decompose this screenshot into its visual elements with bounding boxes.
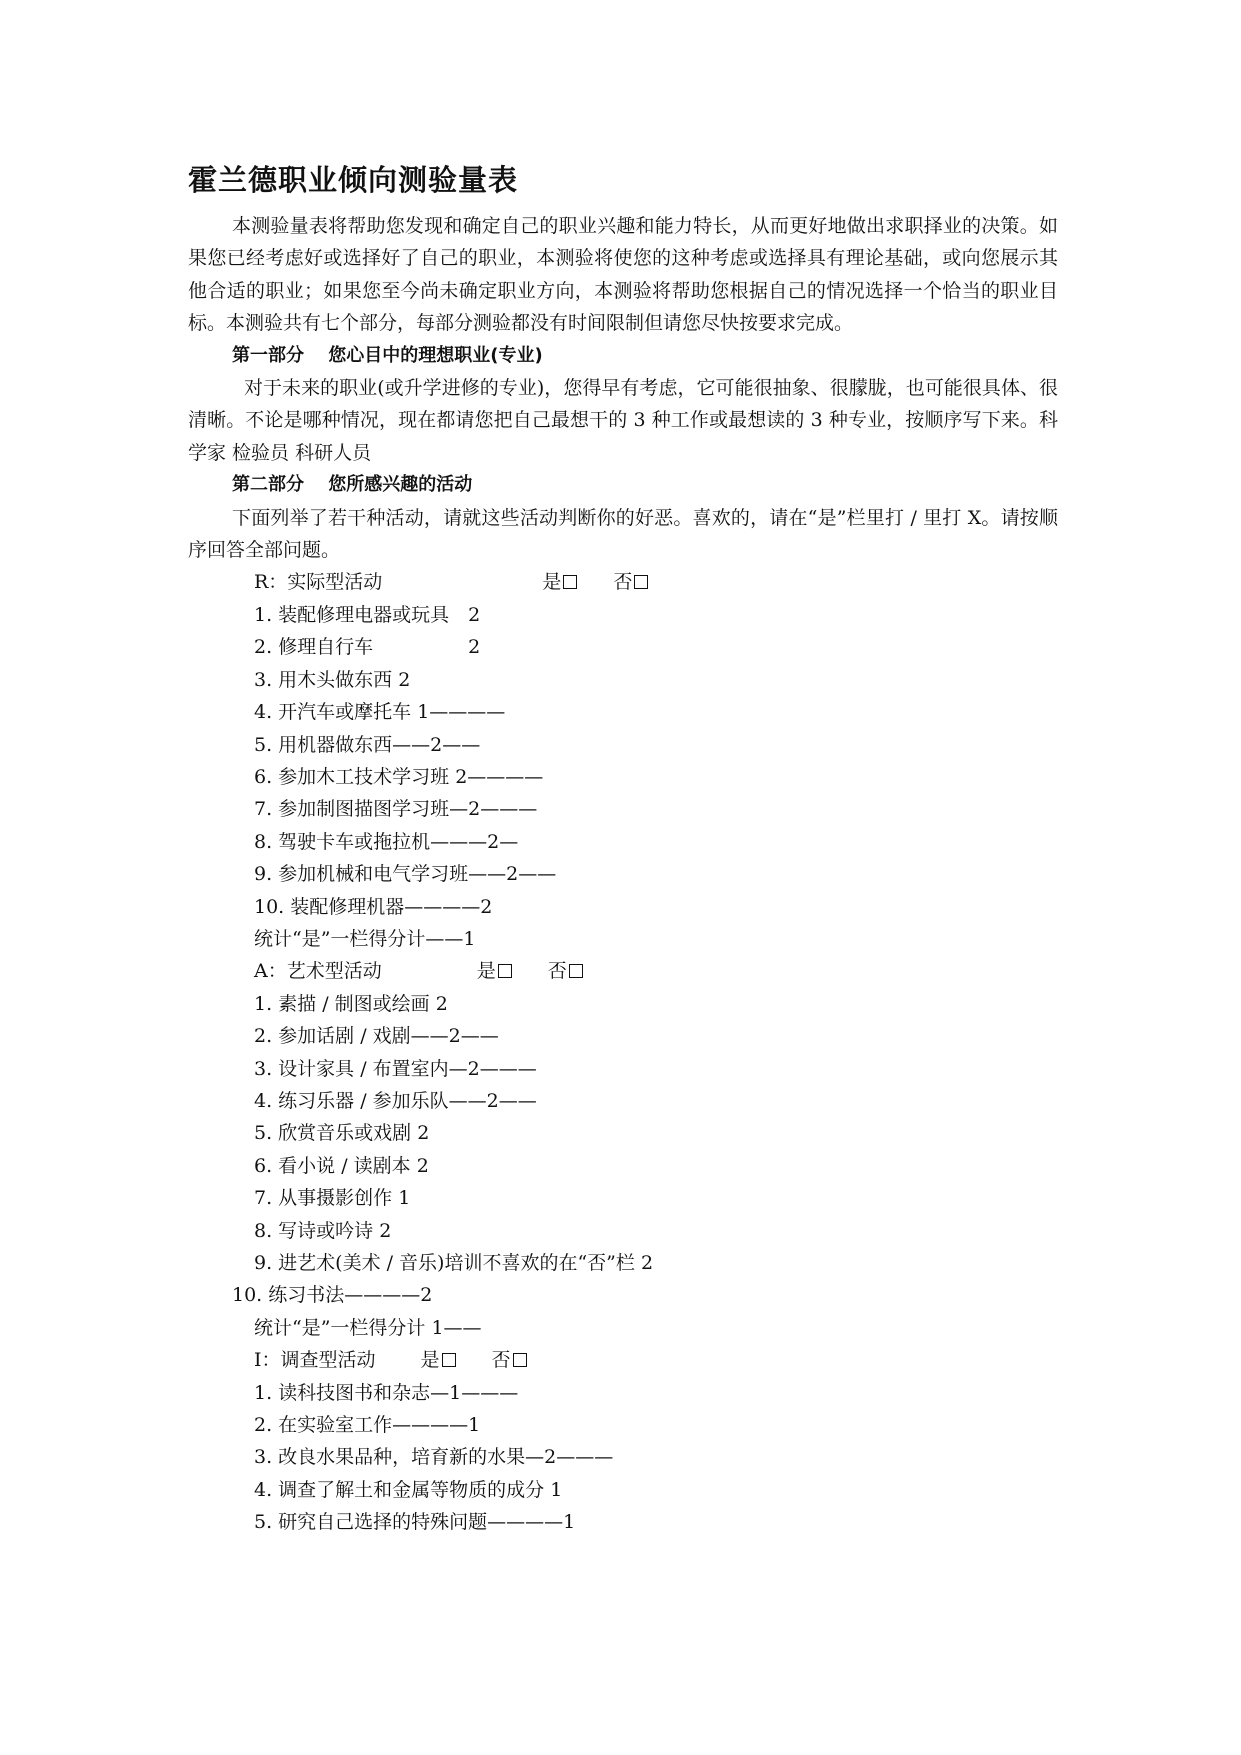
- list-item: 8. 写诗或吟诗 2: [254, 1219, 392, 1242]
- list-item: 10. 装配修理机器————2: [254, 895, 493, 918]
- list-item: 2. 参加话剧 / 戏剧——2——: [254, 1025, 499, 1048]
- intro-paragraph: 本测验量表将帮助您发现和确定自己的职业兴趣和能力特长，从而更好地做出求职择业的决策。如果您已经考虑好或选择好了自己的职业，本测验将使您的这种考虑或选择具有理论基础，或向您展示其他合适的职业；如果您至今尚未确定职业方向，本测验将帮助您根据自己的情况选择一个恰当的职业目标。本测验共有七个部分，每部分测验都没有时间限制但请您尽快按要求完成。: [188, 215, 1058, 335]
- no-label: 否: [613, 571, 633, 594]
- section-i-header: [188, 1344, 1058, 1376]
- section-i-label: I：调查型活动: [254, 1349, 376, 1372]
- list-item: 2. 在实验室工作————1: [254, 1414, 481, 1437]
- list-item: 1. 装配修理电器或玩具 2: [254, 603, 481, 626]
- list-item: 9. 进艺术(美术 / 音乐)培训不喜欢的在“否”栏 2: [254, 1252, 654, 1274]
- list-item: 10. 练习书法————2: [232, 1284, 433, 1307]
- list-item: 3. 设计家具 / 布置室内—2———: [254, 1057, 537, 1080]
- list-item: 5. 欣赏音乐或戏剧 2: [254, 1122, 430, 1145]
- part1-heading: 第一部分 您心目中的理想职业(专业): [232, 344, 543, 366]
- no-checkbox[interactable]: [634, 575, 648, 589]
- section-a-header: [188, 955, 1058, 987]
- yes-label: 是: [476, 960, 496, 983]
- list-item: 4. 开汽车或摩托车 1————: [254, 701, 506, 724]
- document-page: [188, 160, 1058, 1539]
- list-item: 7. 参加制图描图学习班—2———: [254, 798, 538, 821]
- no-label: 否: [547, 960, 567, 983]
- section-r-header: [188, 566, 1058, 598]
- yes-label: 是: [420, 1349, 440, 1372]
- yes-label: 是: [542, 571, 562, 594]
- list-item: 1. 素描 / 制图或绘画 2: [254, 992, 448, 1015]
- list-item: 6. 看小说 / 读剧本 2: [254, 1154, 429, 1177]
- document-title: 霍兰德职业倾向测验量表: [188, 163, 519, 197]
- section-r-label: R：实际型活动: [254, 571, 383, 594]
- part2-paragraph: 下面列举了若干种活动，请就这些活动判断你的好恶。喜欢的，请在“是”栏里打 / 里打 X。请按顺序回答全部问题。: [188, 506, 1058, 562]
- list-item: 9. 参加机械和电气学习班——2——: [254, 863, 557, 886]
- list-item: 6. 参加木工技术学习班 2————: [254, 765, 544, 788]
- section-r-total: 统计“是”一栏得分计——1: [254, 927, 476, 950]
- list-item: 3. 用木头做东西 2: [254, 668, 411, 691]
- yes-checkbox[interactable]: [563, 575, 577, 589]
- part1-paragraph: 对于未来的职业(或升学进修的专业)，您得早有考虑，它可能很抽象、很朦胧，也可能很具体、很清晰。不论是哪种情况，现在都请您把自己最想干的 3 种工作或最想读的 3 种专业，按顺序写下来。科学家 检验员 科研人员: [188, 377, 1058, 464]
- section-a-label: A：艺术型活动: [254, 960, 382, 983]
- yes-checkbox[interactable]: [442, 1353, 456, 1367]
- list-item: 3. 改良水果品种，培育新的水果—2———: [254, 1446, 614, 1469]
- list-item: 2. 修理自行车 2: [254, 636, 481, 659]
- section-a-total: 统计“是”一栏得分计 1——: [254, 1316, 482, 1339]
- no-checkbox[interactable]: [569, 964, 583, 978]
- list-item: 1. 读科技图书和杂志—1———: [254, 1381, 519, 1404]
- yes-checkbox[interactable]: [498, 964, 512, 978]
- list-item: 5. 用机器做东西——2——: [254, 733, 481, 756]
- list-item: 8. 驾驶卡车或拖拉机———2—: [254, 830, 519, 853]
- list-item: 4. 练习乐器 / 参加乐队——2——: [254, 1089, 537, 1112]
- no-label: 否: [491, 1349, 511, 1372]
- list-item: 5. 研究自己选择的特殊问题————1: [254, 1511, 576, 1534]
- no-checkbox[interactable]: [513, 1353, 527, 1367]
- part2-heading: 第二部分 您所感兴趣的活动: [232, 474, 473, 496]
- list-item: 7. 从事摄影创作 1: [254, 1187, 411, 1210]
- list-item: 4. 调查了解土和金属等物质的成分 1: [254, 1478, 563, 1501]
